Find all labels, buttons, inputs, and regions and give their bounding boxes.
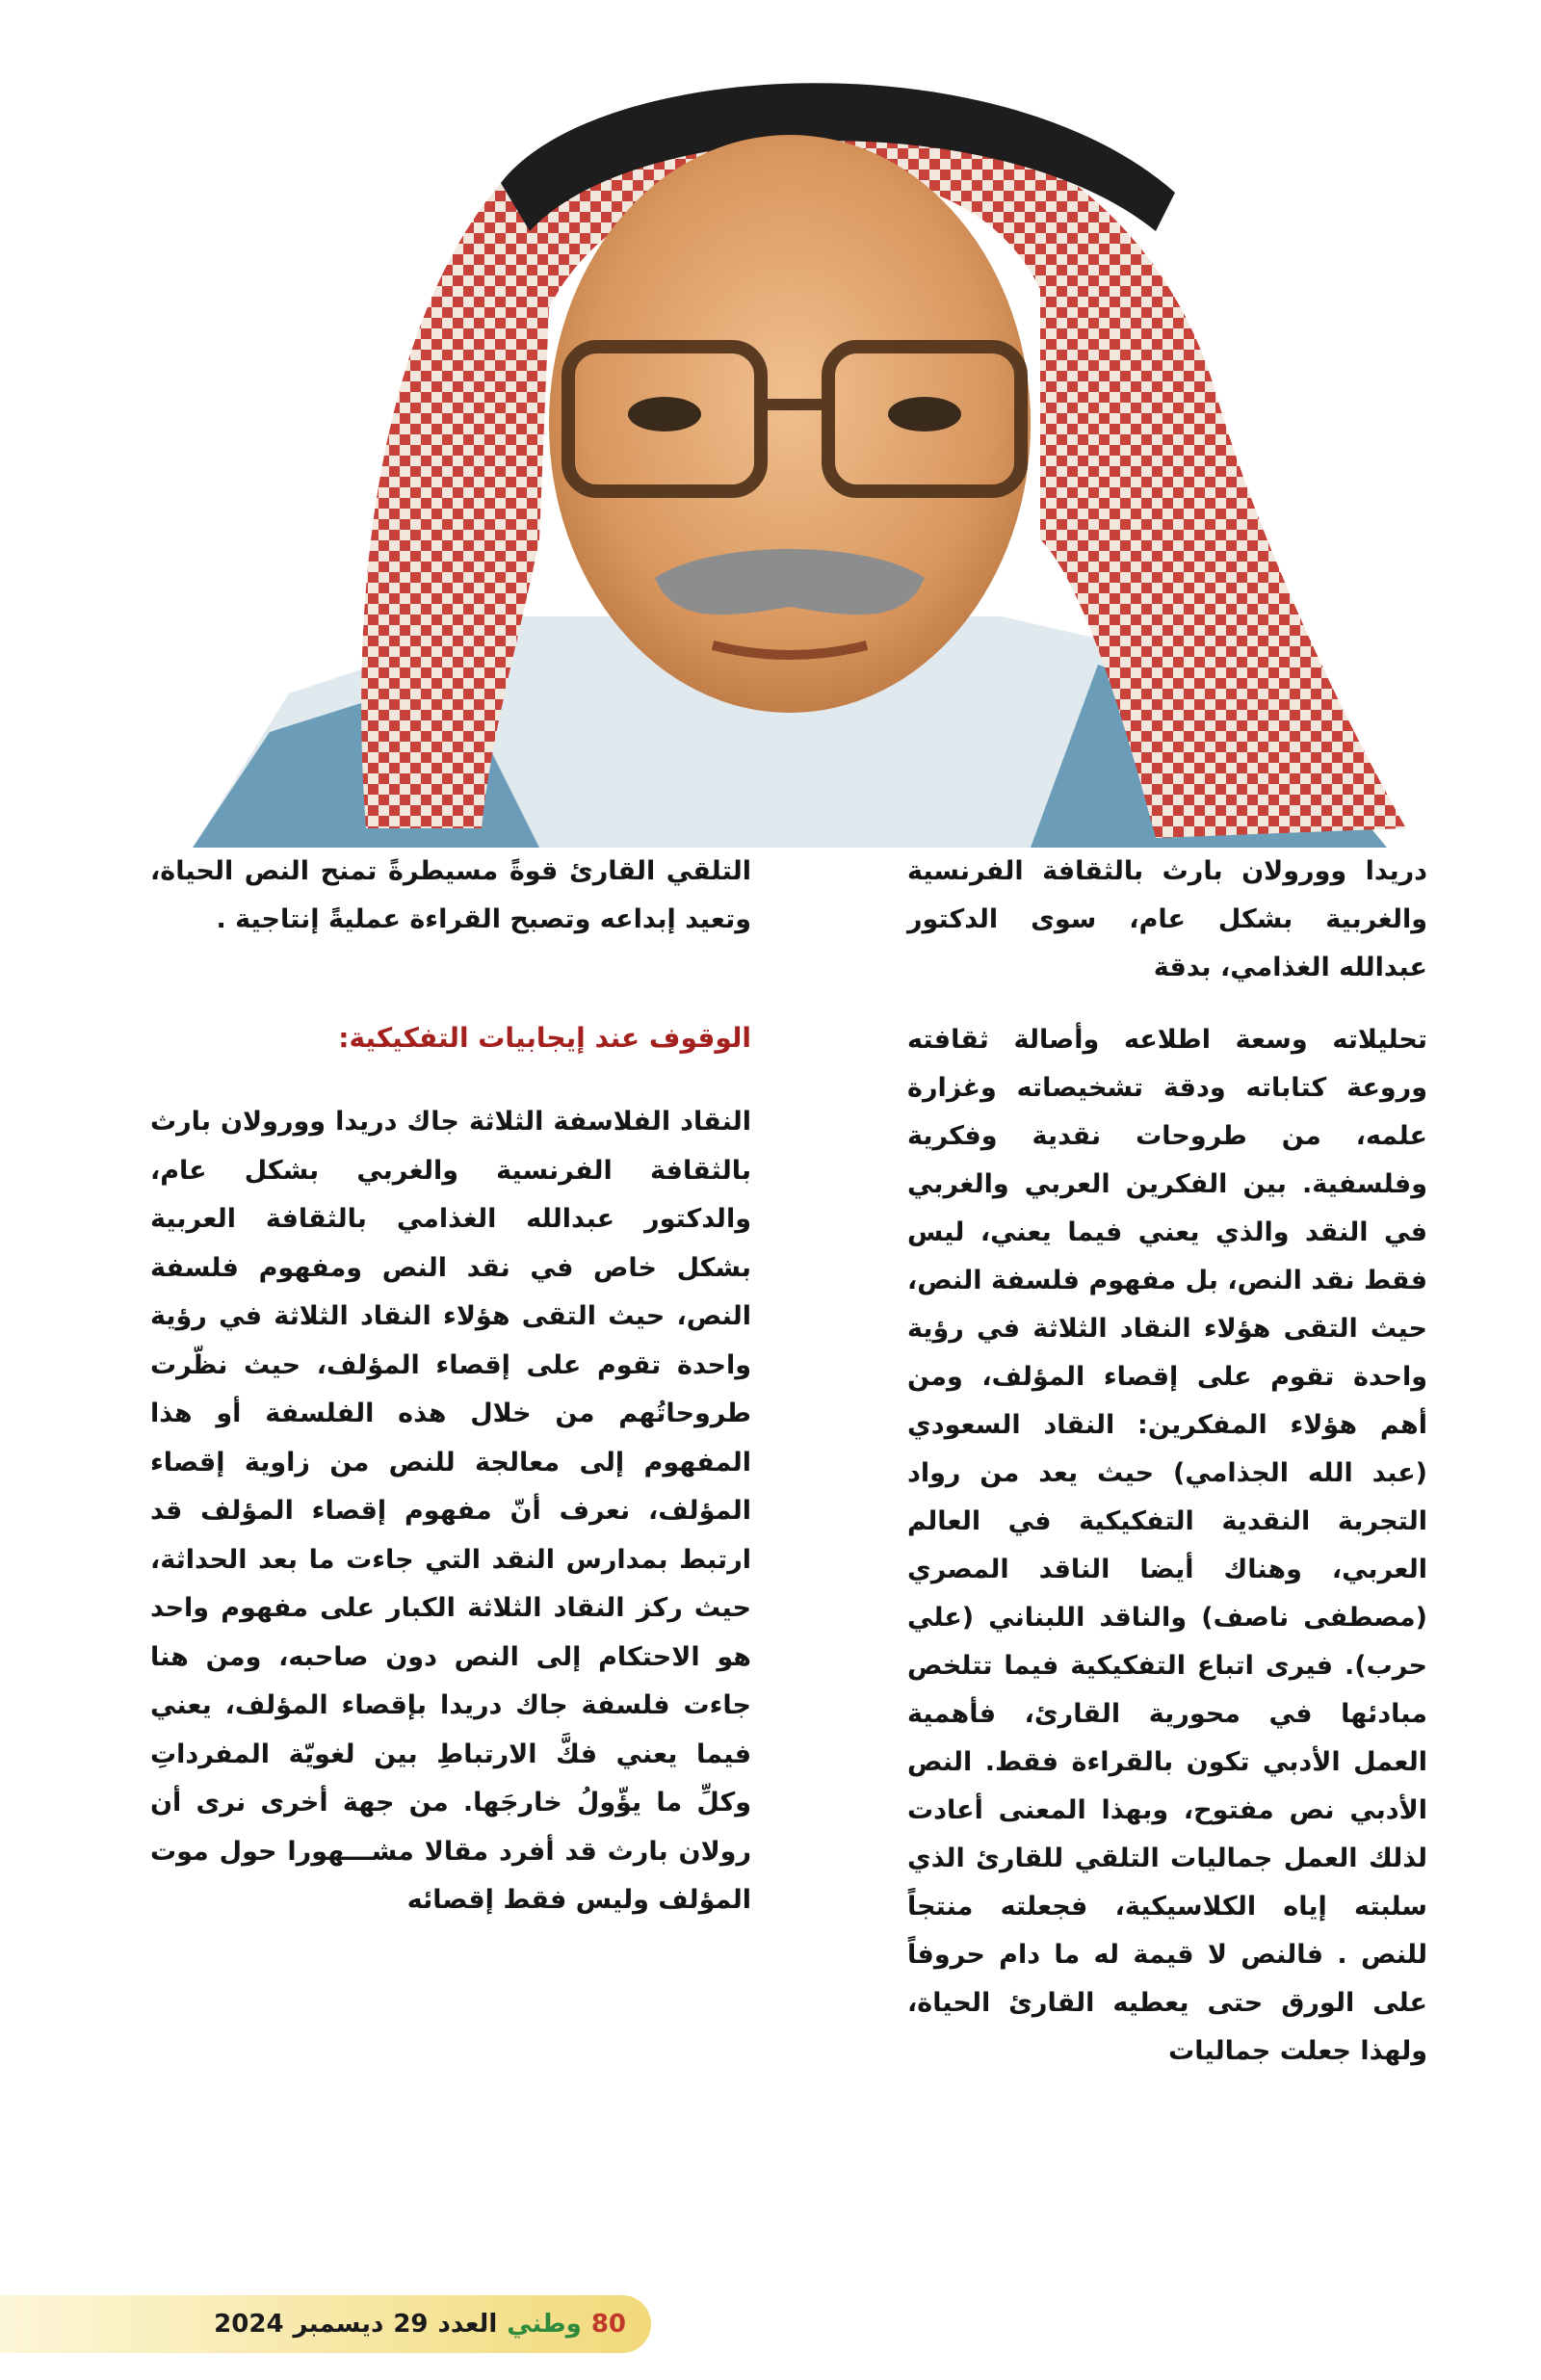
caption-left-text: التلقي القارئ قوةً مسيطرةً تمنح النص الحياة، وتعيد إبداعه وتصبح القراءة عمليةً إنتاجية . (150, 856, 751, 934)
footer-content (214, 2295, 626, 2353)
magazine-name: وطني (507, 2310, 582, 2339)
left-column (150, 1098, 751, 1925)
caption-right (907, 848, 1427, 992)
issue-number: 29 (393, 2310, 429, 2339)
right-column-text: تحليلاته وسعة اطلاعه وأصالة ثقافته وروعة كتاباته ودقة تشخيصاته وغزارة علمه، من طروحات نقدية وفكرية وفلسفية. بين الفكرين العربي والغربي في النقد والذي يعني فيما يعني، ليس فقط نقد النص، بل مفهوم فلسفة النص، حيث التقى هؤلاء النقاد الثلاثة في رؤية واحدة تقوم على إقصاء المؤلف، ومن أهم هؤلاء المفكرين: النقاد السعودي (عبد الله الجذامي) حيث يعد من رواد التجربة النقدية التفكيكية في العالم العربي، وهناك أيضا الناقد المصري (مصطفى ناصف) والناقد اللبناني (علي حرب). فيرى اتباع التفكيكية فيما تتلخص مبادئها في محورية القارئ، فأهمية العمل الأدبي تكون بالقراءة فقط. النص الأدبي نص مفتوح، وبهذا المعنى أعادت لذلك العمل جماليات التلقي للقارئ الذي سلبته إياه الكلاسيكية، فجعلته منتجاً للنص . فالنص لا قيمة له ما دام حروفاً على الورق حتى يعطيه القارئ الحياة، ولهذا جعلت جماليات (907, 1025, 1427, 2066)
page-footer (0, 2295, 651, 2353)
caption-left (150, 848, 751, 944)
caption-right-text: دريدا وورولان بارث بالثقافة الفرنسية والغربية بشكل عام، سوى الدكتور عبدالله الغذامي، بدقة (907, 856, 1427, 982)
portrait-svg (135, 0, 1425, 848)
issue-year: 2024 (214, 2310, 284, 2339)
right-column (907, 1016, 1427, 2076)
page-number: 80 (590, 2310, 626, 2339)
left-column-text: النقاد الفلاسفة الثلاثة جاك دريدا وورولان بارث بالثقافة الفرنسية والغربي بشكل عام، والدكتور عبدالله الغذامي بالثقافة العربية بشكل خاص في نقد النص ومفهوم فلسفة النص، حيث التقى هؤلاء النقاد الثلاثة في رؤية واحدة تقوم على إقصاء المؤلف، حيث نظّرت طروحاتُهم من خلال هذه الفلسفة أو هذا المفهوم إلى معالجة للنص من زاوية إقصاء المؤلف، نعرف أنّ مفهوم إقصاء المؤلف قد ارتبط بمدارس النقد التي جاءت ما بعد الحداثة، حيث ركز النقاد الثلاثة الكبار على مفهوم واحد هو الاحتكام إلى النص دون صاحبه، ومن هنا جاءت فلسفة جاك دريدا بإقصاء المؤلف، يعني فيما يعني فكَّ الارتباطِ بين لغويّة المفرداتِ وكلِّ ما يؤّولُ خارجَها. من جهة أخرى نرى أن رولان بارث قد أفرد مقالا مشـــهورا حول موت المؤلف وليس فقط إقصائه (150, 1107, 751, 1915)
portrait-illustration (135, 0, 1425, 848)
issue-label: العدد (437, 2310, 498, 2339)
section-heading: الوقوف عند إيجابيات التفكيكية: (338, 1022, 751, 1054)
issue-month: ديسمبر (293, 2310, 384, 2339)
